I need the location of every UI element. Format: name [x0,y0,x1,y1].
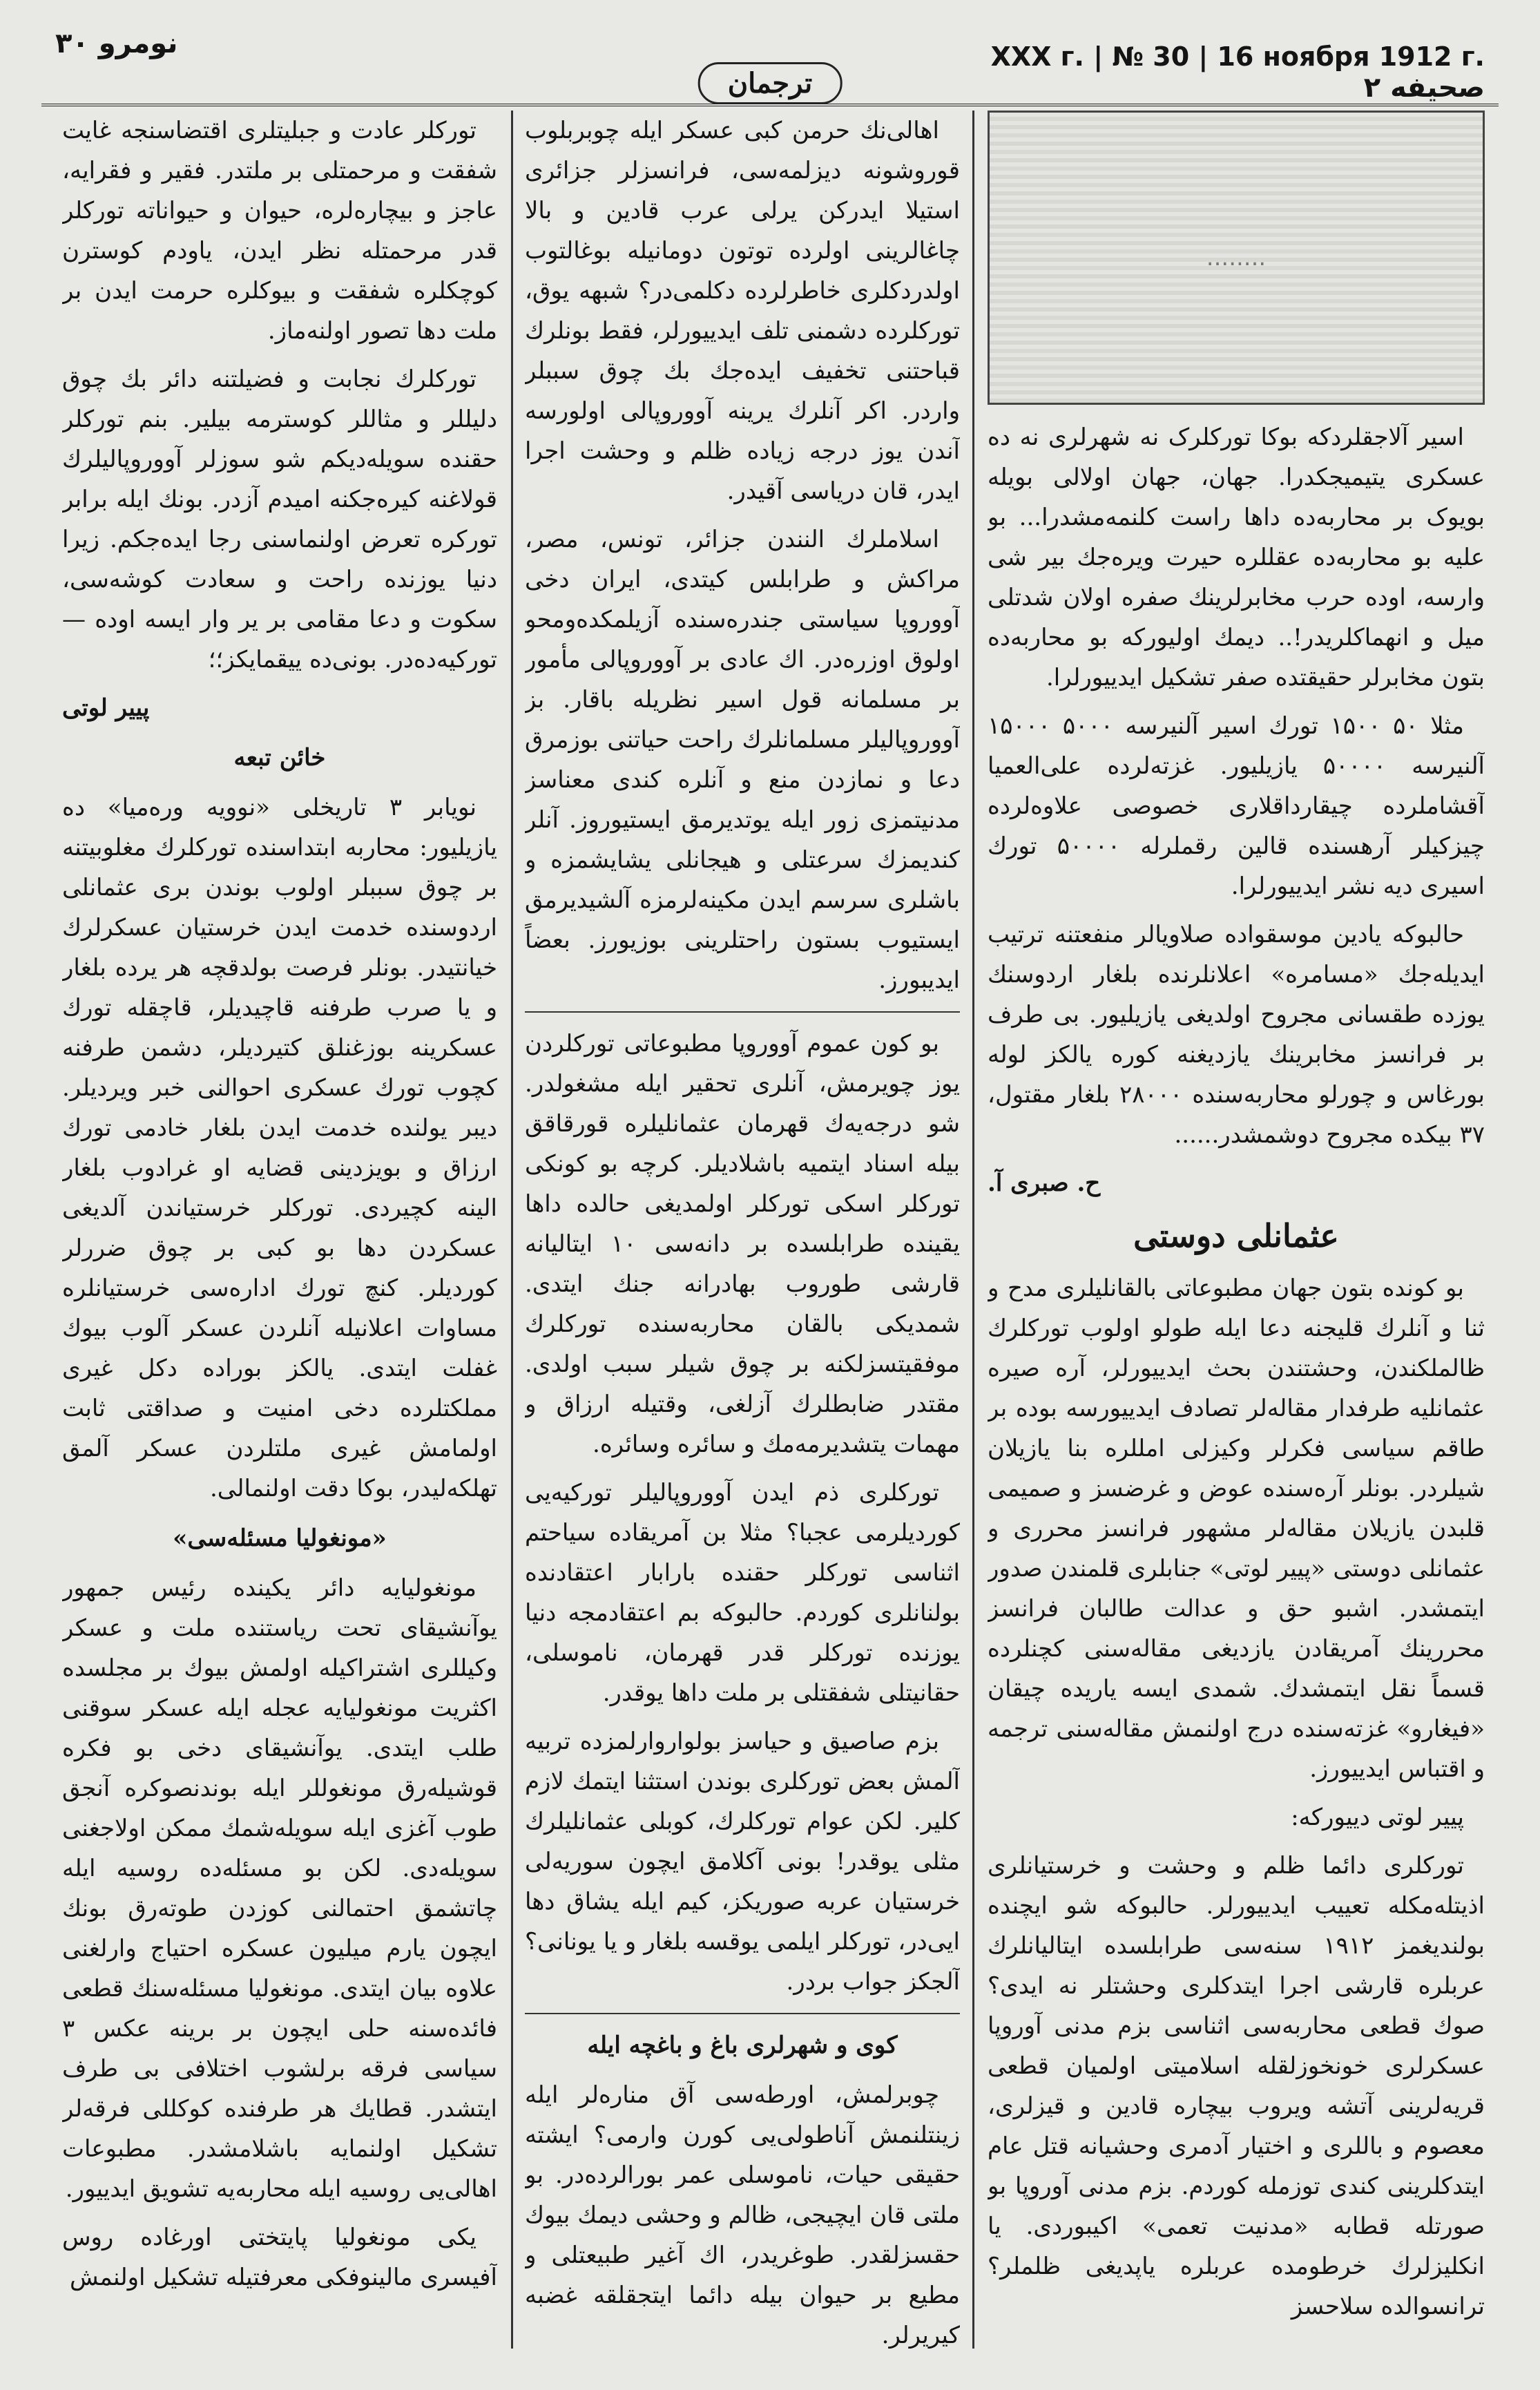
article-paragraph: تورکلر عادت و جبلیتلری اقتضاسنجه غایت شفقت و مرحمتلی بر ملتدر. فقیر و فقرایه، عاجز و بیچاره‌لره، حیوان و حیواناته تورکلر قدر مرحمتله نظر ایدن، یاودم کوسترن کوچکلره شفقت و بیوکلره حرمت ایدن بر ملت دها تصور اولنه‌ماز. [62,117,497,345]
article-paragraph: پییر لوتی دییورکه: [1291,1804,1464,1831]
header-right [991,41,1485,104]
article-paragraph: بزم صاصیق و حیاسز بولواروارلمزده تربیه آلمش بعض تورکلری بوندن استثنا ایتمك لازم کلیر. لکن عوام تورکلرك، کوبلی عثمانلیلرك مثلی یوقدر! بونی آکلامق ایچون سوریه‌لی خرستیان عربه صوریکز، کیم ایله یشاق دها ایی‌در، تورکلر ایلمی یوقسه بلغار و یا یونانی؟ آلجکز جواب بردر. [525,1728,960,1996]
article-paragraph: تورکلری ذم ایدن آووروپالیلر تورکیه‌یی کوردیلرمی عجبا؟ مثلا بن آمریقاده سیاحتم اثناسی تورکلر حقنده بارابار اعتقادنده بولنانلری کوردم. حالبوکه بم اعتقادمجه دنیا یوزنده تورکلر قدر قهرمان، ناموسلی، حقانیتلی شفقتلی بر ملت داها یوقدر. [525,1479,960,1707]
article-signature: پییر لوتی [62,694,150,722]
right-column [988,111,1485,2349]
news-title: خائن تبعه [233,744,326,772]
article-paragraph: نویابر ۳ تاریخلی «نوویه وره‌میا» ده یازیلیور: محاربه ابتداسنده تورکلرك مغلوبیتنه بر چوق سببلر اولوب بوندن بری عثمانلی اردوسنده خدمت ایدن خرستیان عسکرلرك خیانتیدر. بونلر فرصت بولدقچه هر یرده بلغار و یا صرب طرفنه قاچیدیلر، قاچقله تورك عسکرینه بوزغنلق کتیردیلر، دشمن طرفنه کچوب تورك عسکری احوالنی خبر ویردیلر. دیبر یولنده خدمت ایدن بلغار خادمی تورك ارزاق و بویزدینی قضایه او غرادوب بلغار الینه کچیردی. تورکلر خرستیاندن آلدیغی عسکردن دها بو کبی بر چوق ضررلر کوردیلر. کنچ تورك اداره‌سی خرستیانلره مساوات اعلانیله آنلردن عسکر آلوب بیوك غفلت ایتدی. یالکز بوراده دکل غیری مملکتلرده دخی امنیت و صداقتی ثابت اولمامش غیری ملتلردن عسکر آلمق تهلکه‌لیدر، بوکا دقت اولنمالی. [62,794,497,1502]
article-paragraph: حالبوکه یادین موسقواده صلاویالر منفعتنه ترتیب ایدیله‌جك «مسامره» اعلانلرنده بلغار اردوسنك یوزده طقسانی مجروح اولدیغی یازیلیور. بی طرف بر فرانسز مخابرینك یازدیغنه کوره یالکز لوله بورغاس و چورلو محاربه‌سنده ۲۸۰۰۰ بلغار مقتول، ۳۷ بیکده مجروح دوشمشدر...... [988,921,1485,1149]
article-paragraph: مثلا ۵۰ ۱۵۰۰ تورك اسیر آلنیرسه ۵۰۰۰ ۱۵۰۰۰ آلنیرسه ۵۰۰۰۰ یازیلیور. غزته‌لرده علی‌العمیا آقشاملرده چیقارداقلاری خصوصی علاوه‌لرده چیزکیلر آرهسنده قالین رقملرله ۵۰۰۰۰ تورك اسیری دیه نشر ایدییورلرا. [988,712,1485,900]
page-header [41,14,1499,106]
ad-label: ........ [1206,244,1267,271]
column-divider [511,111,513,2349]
mongol-title: «مونغولیا مسئله‌سی» [173,1524,387,1552]
newspaper-title: ترجمان [698,62,843,104]
advertisement-box [988,111,1485,405]
article-signature: ح. صبری آ. [988,1169,1101,1197]
date-line: XXX г. | № 30 | 16 ноября 1912 г. [990,41,1485,72]
article-paragraph: اهالی‌نك حرمن کبی عسکر ایله چوبربلوب قوروشونه دیزلمه‌سی، فرانسزلر جزائری استیلا ایدرکن یرلی عرب قادین و بالا چاغالرینی اولرده توتون دومانیله بوغالتوب اولدردکلری خاطرلرده دکلمی‌در؟ شبهه یوق، تورکلرده دشمنی تلف ایدییورلر، فقط بونلرك قباحتنی تخفیف ایده‌جك بك چوق سببلر واردر. اکر آنلرك یرینه آووروپالی اولورسه آندن یوز درجه زیاده ظلم و وحشت اجرا ایدر، قان دریاسی آقیدر. [525,117,960,505]
section-title: عثمانلی دوستی [1133,1217,1339,1254]
middle-column [525,111,960,2349]
section-separator [525,2013,960,2014]
article-paragraph: بو کونده بتون جهان مطبوعاتی بالقانلیلری مدح و ثنا و آنلرك قلیجنه دعا ایله طولو اولوب تورکلرك ظالملکندن، وحشتندن بحث ایدییورلر، آره صیره عثمانلیه طرفدار مقاله‌لر تصادف ایدییورسه بوده بر طاقم سیاسی فکرلر وکیزلی امللره بنا یازیلان شیلردر. بونلر آره‌سنده عوض و غرضسز و صمیمی قلبدن یازیلان مقاله‌لر مشهور فرانسز محرری و عثمانلی دوستی «پییر لوتی» جنابلری قلمندن صدور ایتمشدر. اشبو حق و عدالت طالبان فرانسز محررینك آمریقادن یازدیغی مقاله‌سنی کچنلرده قسماً نقل ایتمشدك. شمدی ایسه یاریده چیقان «فیغارو» غزته‌سنده درج اولنمش مقاله‌سنی ترجمه و اقتباس ایدییورز. [988,1274,1485,1783]
article-paragraph: تورکلرك نجابت و فضیلتنه دائر بك چوق دلیللر و مثاللر کوسترمه بیلیر. بنم تورکلر حقنده سویله‌دیکم شو سوزلر آووروپالیلرك قولاغنه کیره‌جکنه امیدم آزدر. بونك ایله برابر تورکره تعرض اولنماسنی رجا ایده‌جکم. زیرا دنیا یوزنده راحت و سعادت کوشه‌سی، سکوت و دعا مقامی بر یر وار ایسه اوده — تورکیه‌ده‌در. بونی‌ده ییقمایکز؛؛ [62,365,497,673]
article-paragraph: اسیر آلاجقلردکه بوکا تورکلرک نه شهرلری نه ده عسکری یتیمیجکدرا. جهان، جهان اولالی بویله بویوک بر محاربه‌ده داها راست کلنمه‌مشدرا... بو علیه بو محاربه‌ده عقللره حیرت ویره‌جك بیر شی وارسه، اوده حرب مخابرلرینك صفره اولان شدتلی میل و انهماکلریدر!.. دیمك اولیورکه بو محاربه‌ده بتون مخابرلر حقیقتده صفر تشکیل ایدییورلرا. [988,423,1485,691]
section-separator [525,1011,960,1013]
article-paragraph: تورکلری دائما ظلم و وحشت و خرستیانلری اذیتله‌مکله تعییب ایدییورلر. حالبوکه شو ایچنده بولندیغمز ۱۹۱۲ سنه‌سی طرابلسده ایتالیانلرك عربلره قارشی اجرا ایتدکلری وحشتلر نه ایدی؟ صوك قطعی محاربه‌سی اثناسی بزم مدنی آوروپا عسکرلری خونخوزلقله اسلامیتی اولمیان قطعی قریه‌لرینی آتشه ویروب بیچاره قادین و قیزلری، معصوم و باللری و اختیار آدمری وحشیانه قتل عام ایتدکلرینی کندی توزمله کوردم. بزم مدنی آوروپا بو صورتله قطابه «مدنیت تعمی» اکیبوردی. یا انکلیزلرك خرطومده عربلره یاپدیغی ظلملر؟ ترانسوالده سلاحسز [988,1852,1485,2320]
column-divider [972,111,974,2349]
article-paragraph: یکی مونغولیا پایتختی اورغاده روس آفیسری مالینوفکی معرفتیله تشکیل اولنمش [62,2224,497,2291]
article-paragraph: چوبرلمش، اورطه‌سی آق مناره‌لر ایله زینتلنمش آناطولی‌یی کورن وارمی؟ ایشته حقیقی حیات، ناموسلی عمر بورالرده‌در. بو ملتی قان ایچیجی، ظالم و وحشی دیمك بیوك حقسزلقدر. طوغریدر، اك آغیر طبیعتلی و مطیع بر حیوان بیله دائما ایتجقلقه غضبه کیریرلر. [525,2081,960,2349]
issue-number: نومرو ۳۰ [55,28,178,59]
article-paragraph: بو کون عموم آووروپا مطبوعاتی تورکلردن یوز چویرمش، آنلری تحقیر ایله مشغولدر. شو درجه‌یه‌ك قهرمان عثمانلیلره قورقاقق بیله اسناد ایتمیه باشلادیلر. کرچه بو کونکی تورکلر اسکی تورکلر اولمدیغی حالده داها یقینده طرابلسده بر دانه‌سی ۱۰ ایتالیانه قارشی طوروب بهادرانه جنك ایتدی. شمدیکی بالقان محاربه‌سنده تورکلرك موفقیتسزلکنه بر چوق شیلر سبب اولدی. مقتدر ضابطلرك آزلغی، وقتیله ارزاق و مهمات یتشدیرمه‌مك و سائره وسائره. [525,1030,960,1458]
page-label: صحيفه ۲ [1363,72,1485,104]
left-column [62,111,497,2349]
article-paragraph: مونغولیایه دائر یکینده رئیس جمهور یوآنشیقای تحت ریاستنده ملت و عسکر وکیللری اشتراکیله اولمش بیوك بر مجلسده اکثریت مونغولیایه عجله ایله عسکر سوقنی طلب ایتدی. یوآنشیقای دخی بو فکره قوشیله‌رق مونغوللر ایله بوندنصوکره آنجق طوب آغزی ایله سویله‌شمك ممکن اولاجغنی سویله‌دی. لکن بو مسئله‌ده روسیه ایله چاتشمق احتمالنی کوزدن طوته‌رق بونك ایچون یارم میلیون عسکره احتیاج وارلغنی علاوه بیان ایتدی. مونغولیا مسئله‌سنك قطعی فائده‌سنه حلی ایچون بر برینه عکس ۳ سیاسی فرقه برلشوب اختلافی بی طرف ایتشدر. قطایك هر طرفنده کوکللی فرقه‌لر تشکیل اولنمایه باشلامشدر. مطبوعات اهالی‌یی روسیه ایله محاربه‌یه تشویق ایدییور. [62,1574,497,2203]
section-heading: کوی و شهرلری باغ و باغچه ایله [587,2031,898,2059]
article-paragraph: اسلاملرك النندن جزائر، تونس، مصر، مراکش و طرابلس کیتدی، ایران دخی آووروپا سیاستی جندره‌سنده آزیلمکده‌ومحو اولوق اوزره‌در. اك عادی بر آووروپالی مأمور بر مسلمانه قول اسیر نظریله باقار. بز آووروپالیلر مسلمانلرك راحت حیاتنی بوزمرق دعا و نمازدن منع و آنلره کندی معناسز مدنیتمزی زور ایله یوتدیرمق ایستیوروز. آنلر کندیمزك سرعتلی و هیجانلی یشایشمزه و باشلری سرسم ایدن مکینه‌لرمزه آلشیدیرمق ایستیوب بستون راحتلرینی بوزیورز. بعضاً ایدیبورز. [525,526,960,994]
